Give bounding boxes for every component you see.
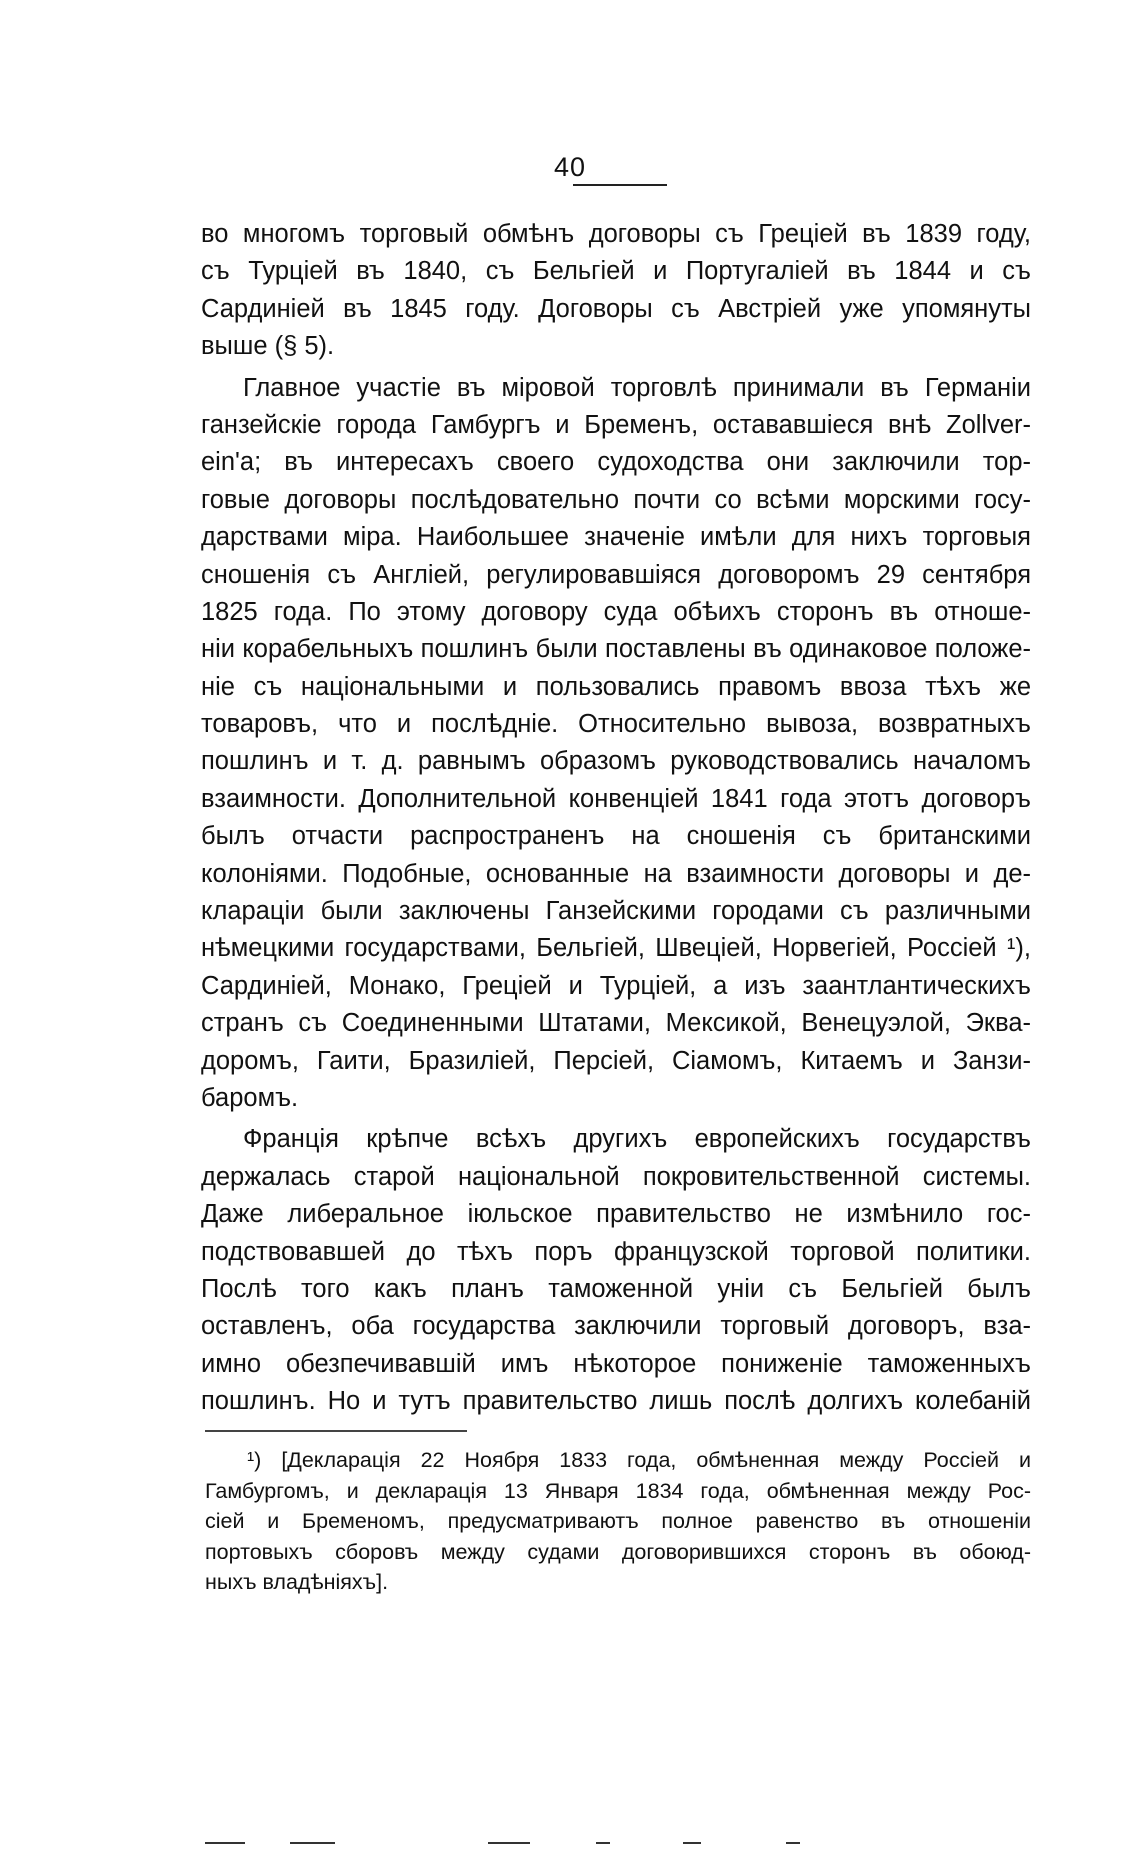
text-line: Сардиніей въ 1845 году. Договоры съ Австріей уже упомянуты	[201, 294, 1031, 323]
text-line: во многомъ торговый обмѣнъ договоры съ Греціей въ 1839 году,	[201, 220, 1031, 248]
text-line: съ Турціей въ 1840, съ Бельгіей и Португаліей въ 1844 и съ	[201, 257, 1031, 286]
footnote-marker: ¹)	[247, 1448, 262, 1472]
text-line: Сардиніей, Монако, Греціей и Турціей, а изъ заантлантическихъ	[201, 971, 1031, 1000]
text-line: говые договоры послѣдовательно почти со всѣми морскими госу-	[201, 485, 1031, 514]
text-line: держалась старой національной покровительственной системы.	[201, 1162, 1031, 1191]
page-number: 40	[553, 152, 587, 182]
text-line: имно обезпечивавшій имъ нѣкоторое пониженіе таможенныхъ	[201, 1349, 1031, 1378]
footnote-line: Гамбургомъ, и декларація 13 Января 1834 года, обмѣненная между Рос-	[205, 1478, 1031, 1503]
text-line: Послѣ того какъ планъ таможенной уніи съ Бельгіей былъ	[201, 1274, 1031, 1303]
text-line: пошлинъ. Но и тутъ правительство лишь послѣ долгихъ колебаній	[201, 1387, 1031, 1416]
bottom-mark	[290, 1842, 335, 1844]
footnote-separator	[205, 1430, 467, 1432]
text-line: сношенія съ Англіей, регулировавшіяся договоромъ 29 сентября	[201, 560, 1031, 589]
text-line: ніе съ національными и пользовались правомъ ввоза тѣхъ же	[201, 672, 1031, 701]
text-line: ein'a; въ интересахъ своего судоходства они заключили тор-	[201, 448, 1031, 477]
paragraph	[201, 216, 1031, 366]
text-line: баромъ.	[201, 1083, 299, 1112]
text-line: клараціи были заключены Ганзейскими городами съ различными	[201, 897, 1031, 926]
text-line: 1825 года. По этому договору суда обѣихъ сторонъ въ отноше-	[201, 597, 1031, 626]
text-line: колоніями. Подобные, основанные на взаимности договоры и де-	[201, 859, 1031, 888]
text-line: взаимности. Дополнительной конвенціей 1841 года этотъ договоръ	[201, 784, 1031, 813]
footnote-line: ныхъ владѣніяхъ].	[205, 1570, 389, 1594]
page-number-rule	[573, 184, 667, 186]
footnote-line: сіей и Бременомъ, предусматриваютъ полное равенство въ отношеніи	[205, 1509, 1031, 1533]
text-line: ганзейскіе города Гамбургъ и Бременъ, остававшіеся внѣ Zollver-	[201, 410, 1031, 439]
text-line: Даже либеральное іюльское правительство не измѣнило гос-	[201, 1200, 1031, 1229]
paragraph	[201, 370, 1031, 1118]
text-line: былъ отчасти распространенъ на сношенія съ британскими	[201, 822, 1031, 851]
text-line: нѣмецкими государствами, Бельгіей, Швеціей, Норвегіей, Россіей ¹),	[201, 934, 1031, 963]
footnote-line: портовыхъ сборовъ между судами договорившихся сторонъ въ обоюд-	[205, 1539, 1031, 1564]
text-line: товаровъ, что и послѣдніе. Относительно вывоза, возвратныхъ	[201, 710, 1031, 739]
text-line: дарствами міра. Наибольшее значеніе имѣли для нихъ торговыя	[201, 523, 1031, 552]
bottom-mark	[205, 1842, 245, 1844]
paragraph	[201, 1121, 1031, 1420]
main-text	[201, 216, 1031, 1425]
text-line: подствовавшей до тѣхъ поръ французской торговой политики.	[201, 1237, 1031, 1266]
text-line: пошлинъ и т. д. равнымъ образомъ руководствовались началомъ	[201, 747, 1031, 776]
text-line: оставленъ, оба государства заключили торговый договоръ, вза-	[201, 1312, 1031, 1341]
bottom-mark	[683, 1842, 701, 1844]
text-line: выше (§ 5).	[201, 332, 335, 361]
footnote-text: [Декларація 22 Ноября 1833 года, обмѣненная между Россіей и	[281, 1448, 1031, 1472]
bottom-mark	[488, 1842, 530, 1844]
text-line: Франція крѣпче всѣхъ другихъ европейскихъ государствъ	[243, 1125, 1031, 1154]
footnote-line	[205, 1445, 1031, 1476]
footnotes	[205, 1445, 1031, 1598]
bottom-mark	[596, 1842, 610, 1844]
bottom-mark	[786, 1842, 800, 1844]
text-line: Главное участіе въ міровой торговлѣ принимали въ Германіи	[243, 373, 1031, 402]
text-line: ніи корабельныхъ пошлинъ были поставлены въ одинаковое положе-	[201, 635, 1031, 664]
text-line: странъ съ Соединенными Штатами, Мексикой, Венецуэлой, Эква-	[201, 1009, 1031, 1038]
text-line: доромъ, Гаити, Бразиліей, Персіей, Сіамомъ, Китаемъ и Занзи-	[201, 1046, 1031, 1075]
